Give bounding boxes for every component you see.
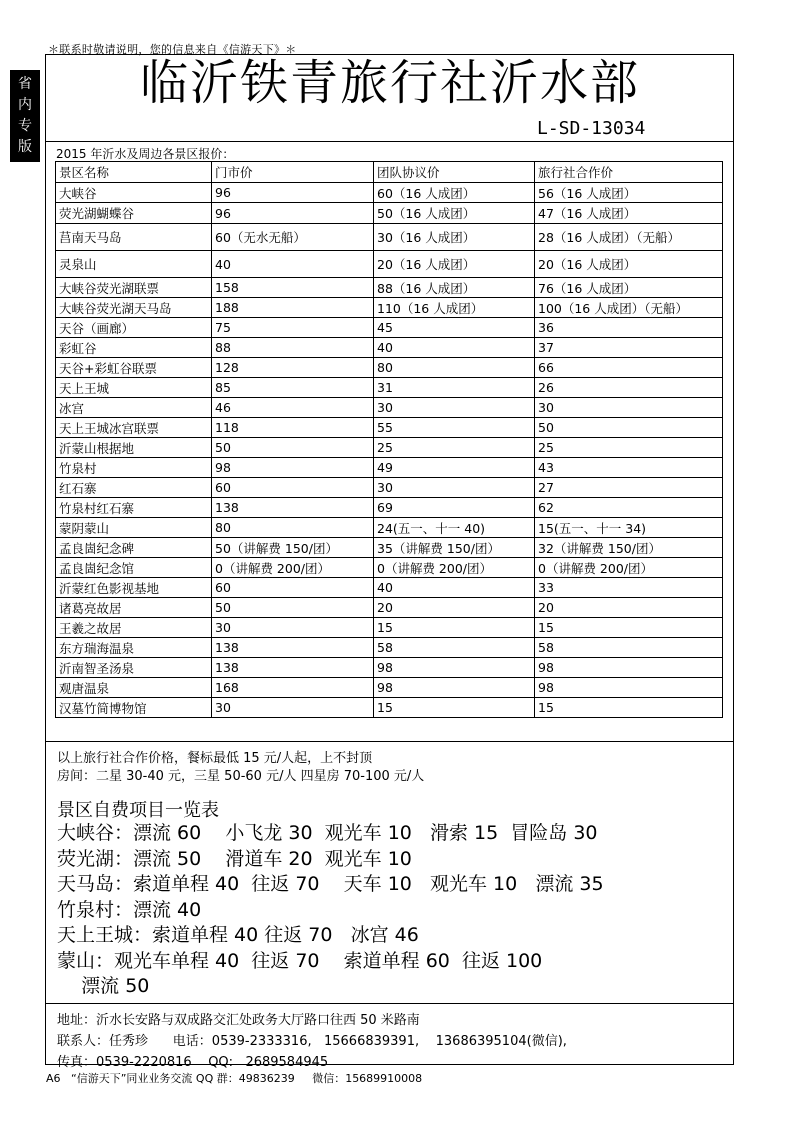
table-row xyxy=(56,498,723,518)
cell-scenic-name: 彩虹谷 xyxy=(56,338,212,358)
cell-scenic-name: 荧光湖蝴蝶谷 xyxy=(56,203,212,224)
selfpay-line: 大峡谷：漂流 60 小飞龙 30 观光车 10 滑索 15 冒险岛 30 xyxy=(57,822,598,844)
table-row xyxy=(56,251,723,278)
cell-scenic-name: 冰宫 xyxy=(56,398,212,418)
cell-scenic-name: 天谷（画廊） xyxy=(56,318,212,338)
cell-scenic-name: 大峡谷荧光湖天马岛 xyxy=(56,298,212,318)
cell-retail-price: 46 xyxy=(212,398,374,418)
cell-retail-price: 188 xyxy=(212,298,374,318)
cell-scenic-name: 莒南天马岛 xyxy=(56,224,212,251)
license-number: L-SD-13034 xyxy=(537,118,646,139)
cell-agency-price: 58 xyxy=(535,638,723,658)
table-row xyxy=(56,438,723,458)
cell-scenic-name: 蒙阴蒙山 xyxy=(56,518,212,538)
cell-scenic-name: 红石寨 xyxy=(56,478,212,498)
cell-group-price: 40 xyxy=(374,578,535,598)
table-row xyxy=(56,183,723,203)
cell-retail-price: 138 xyxy=(212,498,374,518)
cell-scenic-name: 孟良崮纪念碑 xyxy=(56,538,212,558)
cell-retail-price: 138 xyxy=(212,658,374,678)
cell-agency-price: 26 xyxy=(535,378,723,398)
cell-group-price: 98 xyxy=(374,658,535,678)
cell-retail-price: 118 xyxy=(212,418,374,438)
cell-agency-price: 28（16 人成团）（无船） xyxy=(535,224,723,251)
cell-group-price: 49 xyxy=(374,458,535,478)
cell-group-price: 98 xyxy=(374,678,535,698)
top-note: ＊联系时敬请说明，您的信息来自《信游天下》＊ xyxy=(48,43,297,56)
cell-retail-price: 40 xyxy=(212,251,374,278)
cell-agency-price: 15(五一、十一 34) xyxy=(535,518,723,538)
cell-group-price: 55 xyxy=(374,418,535,438)
cell-agency-price: 30 xyxy=(535,398,723,418)
cell-retail-price: 75 xyxy=(212,318,374,338)
table-row xyxy=(56,618,723,638)
cell-retail-price: 30 xyxy=(212,618,374,638)
selfpay-list xyxy=(57,821,727,1000)
table-row xyxy=(56,358,723,378)
cell-retail-price: 60（无水无船） xyxy=(212,224,374,251)
cell-retail-price: 0（讲解费 200/团） xyxy=(212,558,374,578)
side-tab-char: 省 xyxy=(18,76,32,92)
title-divider xyxy=(46,141,734,142)
table-row xyxy=(56,203,723,224)
cell-group-price: 35（讲解费 150/团） xyxy=(374,538,535,558)
cell-agency-price: 27 xyxy=(535,478,723,498)
table-row xyxy=(56,398,723,418)
cell-agency-price: 43 xyxy=(535,458,723,478)
cell-retail-price: 138 xyxy=(212,638,374,658)
table-header-row xyxy=(56,162,723,183)
side-tab-label xyxy=(10,70,40,162)
cell-group-price: 30 xyxy=(374,398,535,418)
cell-agency-price: 56（16 人成团） xyxy=(535,183,723,203)
cell-agency-price: 32（讲解费 150/团） xyxy=(535,538,723,558)
cell-retail-price: 128 xyxy=(212,358,374,378)
selfpay-line: 天马岛：索道单程 40 往返 70 天车 10 观光车 10 漂流 35 xyxy=(57,873,604,895)
cell-agency-price: 50 xyxy=(535,418,723,438)
table-row xyxy=(56,518,723,538)
table-row xyxy=(56,598,723,618)
cell-scenic-name: 大峡谷 xyxy=(56,183,212,203)
cell-agency-price: 36 xyxy=(535,318,723,338)
cell-retail-price: 50 xyxy=(212,438,374,458)
page-title: 临沂铁青旅行社沂水部 xyxy=(139,55,640,111)
cell-scenic-name: 沂南智圣汤泉 xyxy=(56,658,212,678)
table-row xyxy=(56,558,723,578)
side-tab-char: 专 xyxy=(18,118,32,134)
header-retail-price: 门市价 xyxy=(212,162,374,183)
table-row xyxy=(56,638,723,658)
footer: A6 “信游天下”同业业务交流 QQ 群：49836239 微信：15689910008 xyxy=(46,1072,423,1085)
cell-agency-price: 76（16 人成团） xyxy=(535,278,723,298)
room-note: 房间：二星 30-40 元，三星 50-60 元/人 四星房 70-100 元/人 xyxy=(57,769,425,784)
cell-group-price: 0（讲解费 200/团） xyxy=(374,558,535,578)
cell-retail-price: 60 xyxy=(212,578,374,598)
cell-retail-price: 98 xyxy=(212,458,374,478)
cell-retail-price: 168 xyxy=(212,678,374,698)
cell-group-price: 25 xyxy=(374,438,535,458)
table-row xyxy=(56,298,723,318)
cell-group-price: 31 xyxy=(374,378,535,398)
cell-retail-price: 88 xyxy=(212,338,374,358)
table-row xyxy=(56,378,723,398)
cell-scenic-name: 竹泉村红石寨 xyxy=(56,498,212,518)
meal-note: 以上旅行社合作价格，餐标最低 15 元/人起，上不封顶 xyxy=(57,751,373,766)
cell-scenic-name: 灵泉山 xyxy=(56,251,212,278)
cell-retail-price: 50（讲解费 150/团） xyxy=(212,538,374,558)
cell-agency-price: 98 xyxy=(535,678,723,698)
selfpay-line: 竹泉村：漂流 40 xyxy=(57,898,202,921)
cell-group-price: 40 xyxy=(374,338,535,358)
table-row xyxy=(56,538,723,558)
selfpay-line: 蒙山：观光车单程 40 往返 70 索道单程 60 往返 100 xyxy=(57,949,543,972)
cell-retail-price: 96 xyxy=(212,183,374,203)
cell-retail-price: 30 xyxy=(212,698,374,718)
price-notes xyxy=(57,750,424,786)
table-row xyxy=(56,318,723,338)
cell-scenic-name: 沂蒙山根据地 xyxy=(56,438,212,458)
cell-agency-price: 33 xyxy=(535,578,723,598)
cell-group-price: 58 xyxy=(374,638,535,658)
cell-group-price: 88（16 人成团） xyxy=(374,278,535,298)
cell-scenic-name: 汉墓竹简博物馆 xyxy=(56,698,212,718)
cell-scenic-name: 竹泉村 xyxy=(56,458,212,478)
cell-agency-price: 62 xyxy=(535,498,723,518)
cell-retail-price: 60 xyxy=(212,478,374,498)
selfpay-line: 漂流 50 xyxy=(57,975,150,997)
cell-agency-price: 20 xyxy=(535,598,723,618)
cell-scenic-name: 天上王城 xyxy=(56,378,212,398)
cell-scenic-name: 大峡谷荧光湖联票 xyxy=(56,278,212,298)
cell-scenic-name: 东方瑞海温泉 xyxy=(56,638,212,658)
cell-retail-price: 50 xyxy=(212,598,374,618)
side-tab-char: 内 xyxy=(18,97,32,113)
table-row xyxy=(56,338,723,358)
table-row xyxy=(56,418,723,438)
selfpay-line: 天上王城：索道单程 40 往返 70 冰宫 46 xyxy=(57,924,419,946)
cell-agency-price: 15 xyxy=(535,698,723,718)
cell-scenic-name: 观唐温泉 xyxy=(56,678,212,698)
cell-group-price: 20（16 人成团） xyxy=(374,251,535,278)
table-row xyxy=(56,678,723,698)
table-divider xyxy=(46,741,734,742)
cell-scenic-name: 王羲之故居 xyxy=(56,618,212,638)
header-agency-price: 旅行社合作价 xyxy=(535,162,723,183)
cell-agency-price: 20（16 人成团） xyxy=(535,251,723,278)
cell-group-price: 60（16 人成团） xyxy=(374,183,535,203)
side-tab-char: 版 xyxy=(18,139,32,155)
contact-block xyxy=(57,1010,567,1073)
cell-scenic-name: 沂蒙红色影视基地 xyxy=(56,578,212,598)
cell-agency-price: 0（讲解费 200/团） xyxy=(535,558,723,578)
cell-scenic-name: 孟良崮纪念馆 xyxy=(56,558,212,578)
price-caption: 2015 年沂水及周边各景区报价： xyxy=(56,147,235,161)
cell-group-price: 45 xyxy=(374,318,535,338)
header-scenic-name: 景区名称 xyxy=(56,162,212,183)
cell-group-price: 15 xyxy=(374,698,535,718)
phone-line: 联系人：任秀珍 电话：0539-2333316, 15666839391, 13686395104(微信), xyxy=(57,1034,567,1049)
selfpay-line: 荧光湖：漂流 50 滑道车 20 观光车 10 xyxy=(57,847,412,870)
cell-agency-price: 66 xyxy=(535,358,723,378)
cell-group-price: 24(五一、十一 40) xyxy=(374,518,535,538)
table-row xyxy=(56,578,723,598)
cell-retail-price: 85 xyxy=(212,378,374,398)
cell-scenic-name: 天上王城冰宫联票 xyxy=(56,418,212,438)
fax-line: 传真：0539-2220816 QQ: 2689584945 xyxy=(57,1055,329,1070)
table-row xyxy=(56,658,723,678)
cell-agency-price: 25 xyxy=(535,438,723,458)
cell-agency-price: 100（16 人成团）（无船） xyxy=(535,298,723,318)
cell-group-price: 30 xyxy=(374,478,535,498)
table-row xyxy=(56,278,723,298)
table-row xyxy=(56,224,723,251)
cell-agency-price: 37 xyxy=(535,338,723,358)
cell-group-price: 30（16 人成团） xyxy=(374,224,535,251)
cell-group-price: 50（16 人成团） xyxy=(374,203,535,224)
cell-agency-price: 15 xyxy=(535,618,723,638)
cell-agency-price: 47（16 人成团） xyxy=(535,203,723,224)
header-group-price: 团队协议价 xyxy=(374,162,535,183)
price-table xyxy=(55,161,723,718)
cell-group-price: 20 xyxy=(374,598,535,618)
cell-scenic-name: 天谷+彩虹谷联票 xyxy=(56,358,212,378)
contact-divider xyxy=(46,1003,734,1004)
cell-group-price: 69 xyxy=(374,498,535,518)
cell-retail-price: 96 xyxy=(212,203,374,224)
cell-scenic-name: 诸葛亮故居 xyxy=(56,598,212,618)
table-row xyxy=(56,458,723,478)
cell-group-price: 80 xyxy=(374,358,535,378)
cell-retail-price: 158 xyxy=(212,278,374,298)
cell-agency-price: 98 xyxy=(535,658,723,678)
cell-retail-price: 80 xyxy=(212,518,374,538)
cell-group-price: 110（16 人成团） xyxy=(374,298,535,318)
cell-group-price: 15 xyxy=(374,618,535,638)
address-line: 地址：沂水长安路与双成路交汇处政务大厅路口往西 50 米路南 xyxy=(57,1013,420,1028)
table-row xyxy=(56,698,723,718)
table-row xyxy=(56,478,723,498)
selfpay-title: 景区自费项目一览表 xyxy=(57,800,219,821)
